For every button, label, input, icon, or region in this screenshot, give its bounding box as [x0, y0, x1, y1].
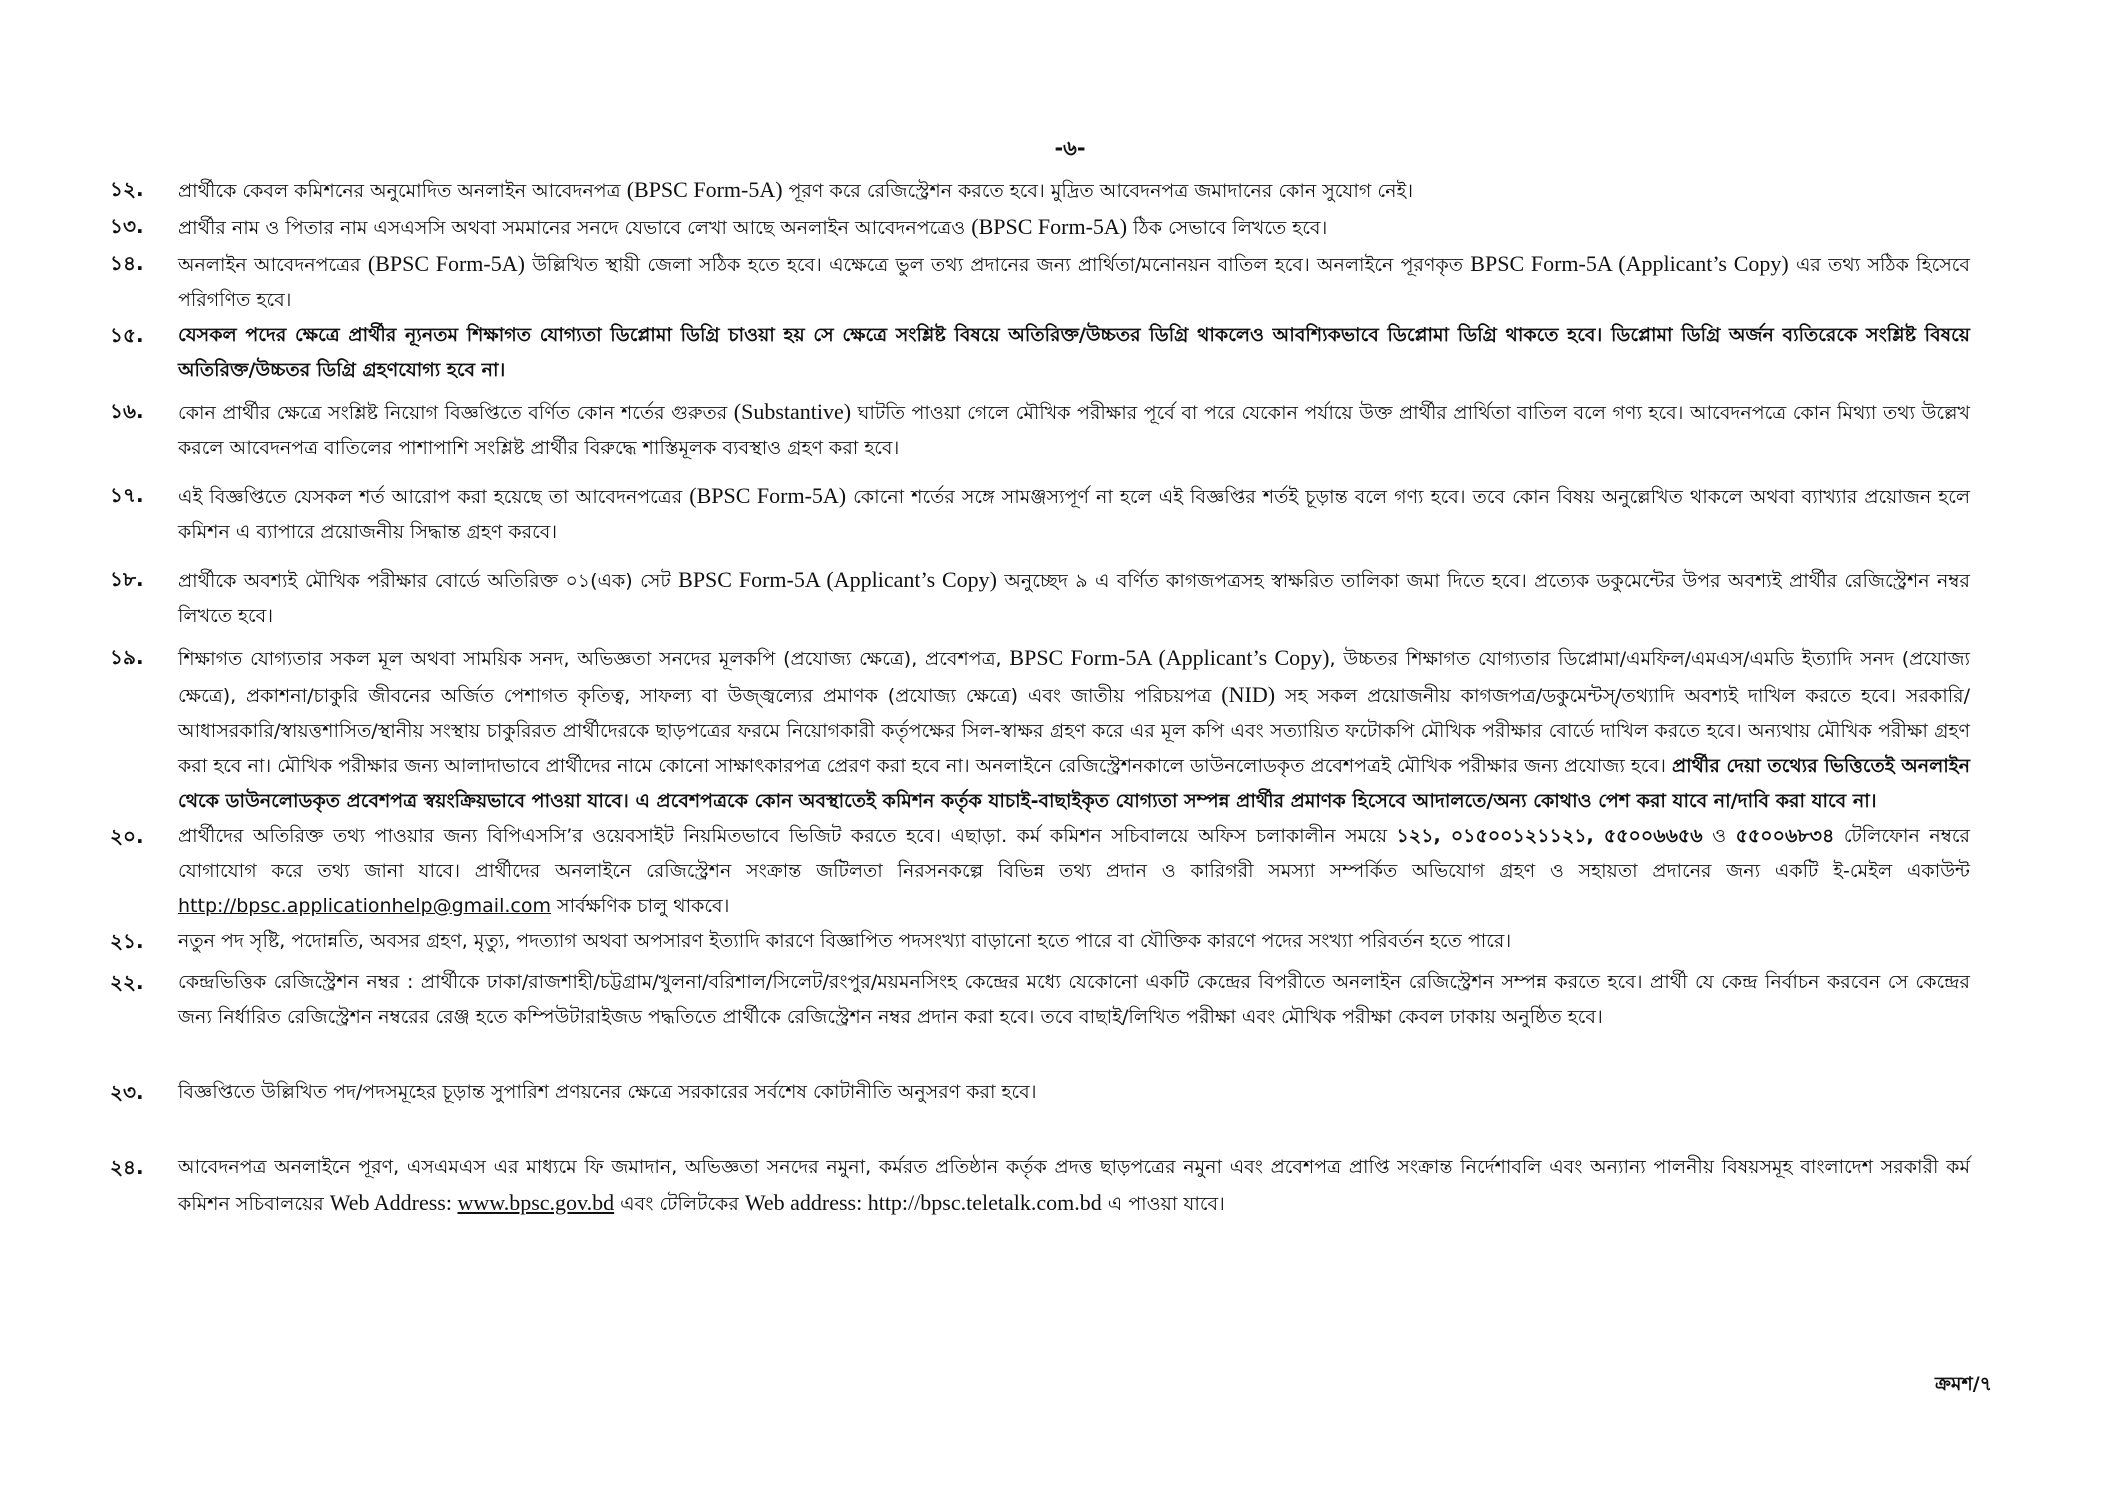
item-text-segment: প্রার্থীদের অতিরিক্ত তথ্য পাওয়ার জন্য বিপিএসসি’র ওয়েবসাইট নিয়মিতভাবে ভিজিট করতে হবে। এছাড়া. কর্ম কমিশন সচিবালয়ে অফিস চলাকালীন সময়ে [178, 825, 1397, 847]
item-text-segment: এবং টেলিটকের [614, 1193, 745, 1215]
notice-item [110, 478, 1970, 550]
item-text-segment: শিক্ষাগত যোগ্যতার সকল মূল অথবা সাময়িক সনদ, অভিজ্ঞতা সনদের মূলকপি (প্রযোজ্য ক্ষেত্রে), প্রবেশপত্র, [178, 648, 1010, 670]
notice-item [110, 924, 1970, 959]
item-text-segment: কোন প্রার্থীর ক্ষেত্রে সংশ্লিষ্ট নিয়োগ বিজ্ঞপ্তিতে বর্ণিত কোন শর্তের গুরুতর [178, 402, 734, 424]
item-number: ১৯. [110, 645, 144, 669]
item-text-segment: বিজ্ঞপ্তিতে উল্লিখিত পদ/পদসমূহের চূড়ান্ত সুপারিশ প্রণয়নের ক্ষেত্রে সরকারের সর্বশেষ কোটানীতি অনুসরণ করা হবে। [178, 1081, 1037, 1103]
item-text-segment: কোনো শর্তের সঙ্গে সামঞ্জস্যপূর্ণ না হলে এই বিজ্ঞপ্তির শর্তই চূড়ান্ত বলে গণ্য হবে। তবে কোন বিষয় অনুল্লেখিত থাকলে অথবা ব্যাখ্যার প্রয়োজন হলে কমিশন এ ব্যাপারে প্রয়োজনীয় সিদ্ধান্ত গ্রহণ করবে। [178, 486, 1970, 543]
item-text [178, 172, 1970, 209]
item-text [178, 965, 1970, 1035]
item-text-segment: (Substantive) [733, 399, 852, 424]
notice-item [110, 246, 1970, 318]
item-text-segment: BPSC Form-5A (Applicant’s Copy) [1470, 251, 1789, 276]
page-number: -৬- [1054, 136, 1086, 160]
item-number: ২০. [110, 824, 144, 848]
item-text-segment: সার্বক্ষণিক চালু থাকবে। [550, 895, 730, 917]
item-text-segment: , উচ্চতর শিক্ষাগত যোগ্যতার ডিপ্লোমা/এমফিল/এমএস/এমডি ইত্যাদি সনদ (প্রযোজ্য ক্ষেত্রে), প্রকাশনা/চাকুরি জীবনের অর্জিত পেশাগত কৃতিত্ব, সাফল্য বা উজ্জ্বল্যের প্রমাণক (প্রযোজ্য ক্ষেত্রে) এবং জাতীয় পরিচয়পত্র [178, 648, 1970, 707]
item-number: ১২. [110, 177, 144, 201]
notice-items [110, 172, 1970, 1222]
item-text [178, 318, 1970, 388]
item-text [178, 640, 1970, 819]
item-text [178, 209, 1970, 246]
item-text-segment: পূরণ করে রেজিস্ট্রেশন করতে হবে। মুদ্রিত আবেদনপত্র জমাদানের কোন সুযোগ নেই। [782, 180, 1414, 202]
notice-item [110, 172, 1970, 209]
item-text-segment: অনুচ্ছেদ ৯ এ বর্ণিত কাগজপত্রসহ স্বাক্ষরিত তালিকা জমা দিতে হবে। প্রত্যেক ডকুমেন্টের উপর অবশ্যই প্রার্থীর রেজিস্ট্রেশন নম্বর লিখতে হবে। [178, 570, 1971, 627]
item-number: ২২. [110, 970, 144, 994]
item-number: ২১. [110, 929, 144, 953]
item-text-segment: (NID) [1221, 682, 1276, 707]
item-text-segment: ঠিক সেভাবে লিখতে হবে। [1127, 217, 1328, 239]
item-text-segment: BPSC Form-5A (Applicant’s Copy) [1009, 645, 1330, 670]
item-text [178, 562, 1970, 634]
item-text-segment: (BPSC Form-5A) [626, 177, 783, 202]
item-text-segment: BPSC Form-5A (Applicant’s Copy) [678, 567, 998, 592]
notice-item [110, 1150, 1970, 1222]
item-text-segment: আবেদনপত্র অনলাইনে পূরণ, এসএমএস এর মাধ্যমে ফি জমাদান, অভিজ্ঞতা সনদের নমুনা, কর্মরত প্রতিষ্ঠান কর্তৃক প্রদত্ত ছাড়পত্রের নমুনা এবং প্রবেশপত্র প্রাপ্তি সংক্রান্ত নির্দেশাবলি এবং অন্যান্য পালনীয় বিষয়সমূহ বাংলাদেশ সরকারী কর্ম কমিশন সচিবালয়ের [178, 1156, 1970, 1215]
item-text [178, 924, 1970, 959]
notice-item [110, 1075, 1970, 1110]
notice-item [110, 318, 1970, 388]
item-text-segment: এ পাওয়া যাবে। [1101, 1193, 1225, 1215]
item-text-segment: এর তথ্য সঠিক হিসেবে পরিগণিত হবে। [178, 254, 1970, 311]
item-number: ১৭. [110, 483, 144, 507]
item-text-segment: কেন্দ্রভিত্তিক রেজিস্ট্রেশন নম্বর : প্রার্থীকে ঢাকা/রাজশাহী/চট্টগ্রাম/খুলনা/বরিশাল/সিলেট/রংপুর/ময়মনসিংহ কেন্দ্রের মধ্যে যেকোনো একটি কেন্দ্রের বিপরীতে অনলাইন রেজিস্ট্রেশন সম্পন্ন করতে হবে। প্রার্থী যে কেন্দ্র নির্বাচন করবেন সে কেন্দ্রের জন্য নির্ধারিত রেজিস্ট্রেশন নম্বরের রেঞ্জ হতে কম্পিউটারাইজড পদ্ধতিতে প্রার্থীকে রেজিস্ট্রেশন নম্বর প্রদান করা হবে। তবে বাছাই/লিখিত পরীক্ষা এবং মৌখিক পরীক্ষা কেবল ঢাকায় অনুষ্ঠিত হবে। [178, 971, 1970, 1028]
notice-item [110, 562, 1970, 634]
item-text [178, 246, 1970, 318]
item-number: ২৩. [110, 1080, 144, 1104]
item-number: ২৪. [110, 1155, 144, 1179]
item-text-segment: ঘাটতি পাওয়া গেলে মৌখিক পরীক্ষার পূর্বে বা পরে যেকোন পর্যায়ে উক্ত প্রার্থীর প্রার্থিতা বাতিল বলে গণ্য হবে। আবেদনপত্রে কোন মিথ্যা তথ্য উল্লেখ করলে আবেদনপত্র বাতিলের পাশাপাশি সংশ্লিষ্ট প্রার্থীর বিরুদ্ধে শাস্তিমূলক ব্যবস্থাও গ্রহণ করা হবে। [178, 402, 1971, 459]
item-text-segment: উল্লিখিত স্থায়ী জেলা সঠিক হতে হবে। এক্ষেত্রে ভুল তথ্য প্রদানের জন্য প্রার্থিতা/মনোনয়ন বাতিল হবে। অনলাইনে পূরণকৃত [524, 254, 1471, 276]
item-text [178, 1150, 1970, 1222]
item-text-segment: টেলিফোন নম্বরে যোগাযোগ করে তথ্য জানা যাবে। প্রার্থীদের অনলাইনে রেজিস্ট্রেশন সংক্রান্ত জটিলতা নিরসনকল্পে বিভিন্ন তথ্য প্রদান ও কারিগরী সমস্যা সম্পর্কিত অভিযোগ গ্রহণ ও সহায়তা প্রদানের জন্য একটি ই-মেইল একাউন্ট [178, 825, 1970, 882]
notice-item [110, 209, 1970, 246]
item-text-segment: (BPSC Form-5A) [689, 483, 847, 508]
item-text-segment: যেসকল পদের ক্ষেত্রে প্রার্থীর ন্যূনতম শিক্ষাগত যোগ্যতা ডিপ্লোমা ডিগ্রি চাওয়া হয় সে ক্ষেত্রে সংশ্লিষ্ট বিষয়ে অতিরিক্ত/উচ্চতর ডিগ্রি থাকলেও আবশ্যিকভাবে ডিপ্লোমা ডিগ্রি থাকতে হবে। ডিপ্লোমা ডিগ্রি অর্জন ব্যতিরেকে সংশ্লিষ্ট বিষয়ে অতিরিক্ত/উচ্চতর ডিগ্রি গ্রহণযোগ্য হবে না। [178, 324, 1970, 381]
notice-item [110, 394, 1970, 466]
item-text-segment: প্রার্থীর দেয়া তথ্যের ভিত্তিতেই অনলাইন থেকে ডাউনলোডকৃত প্রবেশপত্র স্বয়ংক্রিয়ভাবে পাওয়া যাবে। এ প্রবেশপত্রকে কোন অবস্থাতেই কমিশন কর্তৃক যাচাই-বাছাইকৃত যোগ্যতা সম্পন্ন প্রার্থীর প্রমাণক হিসেবে আদালতে/অন্য কোথাও পেশ করা যাবে না/দাবি করা যাবে না। [178, 755, 1970, 812]
item-number: ১৮. [110, 567, 144, 591]
item-text-segment: অনলাইন আবেদনপত্রের [178, 254, 368, 276]
item-text-segment: (BPSC Form-5A) [971, 214, 1128, 239]
item-text [178, 394, 1970, 466]
item-text-segment: প্রার্থীকে কেবল কমিশনের অনুমোদিত অনলাইন আবেদনপত্র [178, 180, 627, 202]
item-text-segment: প্রার্থীর নাম ও পিতার নাম এসএসসি অথবা সমমানের সনদে যেভাবে লেখা আছে অনলাইন আবেদনপত্রেও [178, 217, 972, 239]
item-text-segment: নতুন পদ সৃষ্টি, পদোন্নতি, অবসর গ্রহণ, মৃত্যু, পদত্যাগ অথবা অপসারণ ইত্যাদি কারণে বিজ্ঞাপিত পদসংখ্যা বাড়ানো হতে পারে বা যৌক্তিক কারণে পদের সংখ্যা পরিবর্তন হতে পারে। [178, 930, 1512, 952]
continued-marker: ক্রমশ/৭ [1935, 1373, 1992, 1395]
item-link[interactable]: http://bpsc.applicationhelp@gmail.com [178, 895, 551, 917]
item-link[interactable]: www.bpsc.gov.bd [457, 1190, 615, 1215]
item-text-segment: এই বিজ্ঞপ্তিতে যেসকল শর্ত আরোপ করা হয়েছে তা আবেদনপত্রের [178, 486, 690, 508]
item-number: ১৪. [110, 251, 144, 275]
item-text [178, 819, 1970, 924]
item-text-segment: ও [1702, 825, 1736, 847]
item-text-segment: ১২১, ০১৫০০১২১১২১, ৫৫০০৬৬৫৬ [1396, 825, 1703, 847]
item-text-segment: ৫৫০০৬৮৩৪ [1735, 825, 1835, 847]
item-number: ১৬. [110, 399, 144, 423]
item-text-segment: Web Address: [329, 1190, 458, 1215]
item-number: ১৩. [110, 214, 144, 238]
notice-item [110, 819, 1970, 924]
item-text-segment: প্রার্থীকে অবশ্যই মৌখিক পরীক্ষার বোর্ডে অতিরিক্ত ০১(এক) সেট [178, 570, 679, 592]
item-number: ১৫. [110, 323, 144, 347]
item-text [178, 1075, 1970, 1110]
item-text-segment: সহ সকল প্রয়োজনীয় কাগজপত্র/ডকুমেন্টস্/তথ্যাদি অবশ্যই দাখিল করতে হবে। সরকারি/ আধাসরকারি/স্বায়ত্তশাসিত/স্থানীয় সংস্থায় চাকুরিরত প্রার্থীদেরকে ছাড়পত্রের ফরমে নিয়োগকারী কর্তৃপক্ষের সিল-স্বাক্ষর গ্রহণ করে এর মূল কপি এবং সত্যায়িত ফটোকপি মৌখিক পরীক্ষার বোর্ডে দাখিল করতে হবে। অন্যথায় মৌখিক পরীক্ষা গ্রহণ করা হবে না। মৌখিক পরীক্ষার জন্য আলাদাভাবে প্রার্থীদের নামে কোনো সাক্ষাৎকারপত্র প্রেরণ করা হবে না। অনলাইনে রেজিস্ট্রেশনকালে ডাউনলোডকৃত প্রবেশপত্রই মৌখিক পরীক্ষার জন্য প্রযোজ্য হবে। [178, 685, 1971, 777]
notice-item [110, 965, 1970, 1035]
notice-item [110, 640, 1970, 819]
item-text-segment: Web address: http://bpsc.teletalk.com.bd [744, 1190, 1102, 1215]
item-text [178, 478, 1970, 550]
item-text-segment: (BPSC Form-5A) [367, 251, 525, 276]
